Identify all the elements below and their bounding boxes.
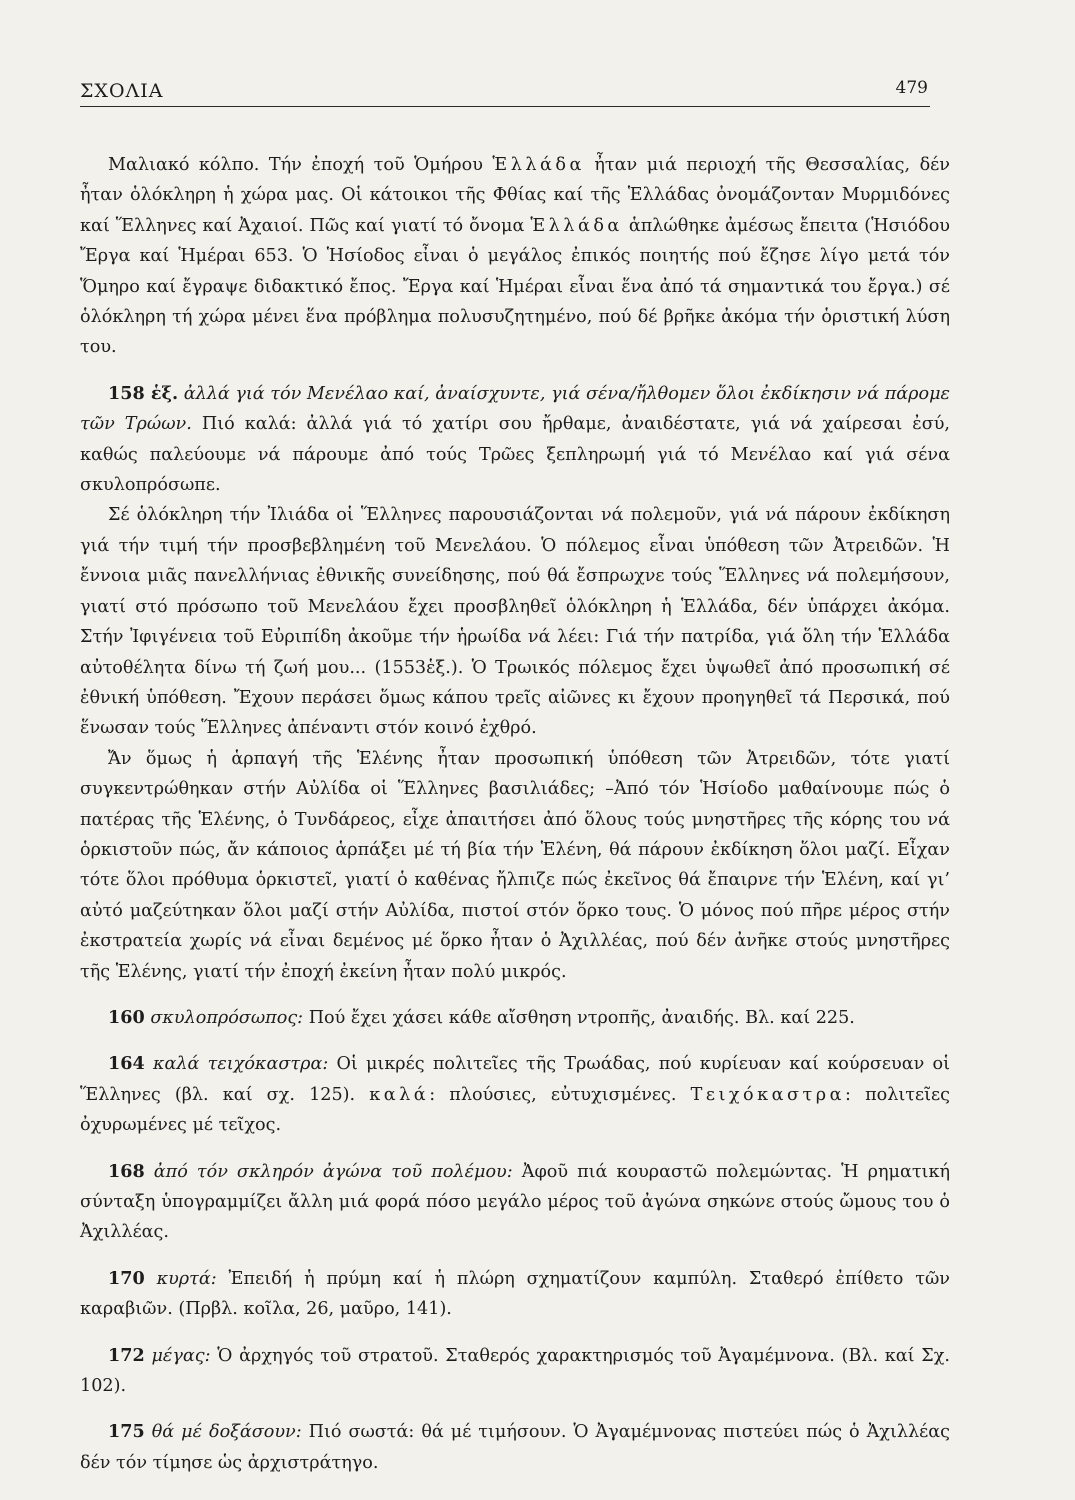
text-run: Ἄν ὅμως ἡ ἁρπαγή τῆς Ἑλένης ἦταν προσωπική ὑπόθεση τῶν Ἀτρειδῶν, τότε γιατί συγκεντρώθηκαν στήν Αὐλίδα οἱ Ἕλληνες βασιλιάδες; –Ἀπό τόν Ἡσίοδο μαθαίνουμε πώς ὁ πατέρας τῆς Ἑλένης, ὁ Τυνδάρεος, εἶχε ἀπαιτήσει ἀπό ὅλους τούς μνηστῆρες τῆς κόρης του νά ὁρκιστοῦν πώς, ἄν κάποιος ἁρπάξει μέ τή βία τήν Ἑλένη, θά πάρουν ἐκδίκηση ὅλοι μαζί. Εἶχαν τότε ὅλοι πρόθυμα ὁρκιστεῖ, γιατί ὁ καθένας ἤλπιζε πώς ἐκεῖνος θά ἔπαιρνε τήν Ἑλένη, καί γι’ αὐτό μαζεύτηκαν ὅλοι μαζί στήν Αὐλίδα, πιστοί στόν ὅρκο τους. Ὁ μόνος πού πῆρε μέρος στήν ἐκστρατεία χωρίς νά εἶναι δεμένος μέ ὅρκο ἦταν ὁ Ἀχιλλέας, πού δέν ἀνῆκε στούς μνηστῆρες τῆς Ἑλένης, γιατί τήν ἐποχή ἐκείνη ἦταν πολύ μικρός.: [80, 748, 950, 982]
lemma-text: ἀπό τόν σκληρόν ἀγώνα τοῦ πολέμου:: [153, 1161, 513, 1182]
commentary-note: [80, 1264, 950, 1325]
commentary-body: [80, 150, 950, 1478]
text-run: Πιό καλά: ἀλλά γιά τό χατίρι σου ἤρθαμε, ἀναιδέστατε, γιά νά χαίρεσαι ἐσύ, καθώς παλεύουμε νά πάρουμε ἀπό τούς Τρῶες ξεπληρωμή γιά τό Μενέλαο καί γιά σένα σκυλοπρόσωπε.: [80, 414, 950, 496]
commentary-note: [80, 1049, 950, 1140]
line-reference: 164: [108, 1053, 145, 1075]
commentary-paragraph: [80, 150, 950, 363]
line-reference: 160: [108, 1006, 145, 1028]
commentary-note: [80, 1341, 950, 1402]
line-reference: 172: [108, 1344, 145, 1366]
text-run: Μαλιακό κόλπο. Τήν ἐποχή τοῦ Ὁμήρου: [108, 155, 493, 175]
text-run: [145, 1054, 153, 1074]
lemma-text: σκυλοπρόσωπος:: [150, 1007, 304, 1028]
lemma-text: καλά τειχόκαστρα:: [152, 1054, 329, 1075]
commentary-paragraph: [80, 744, 950, 987]
commentary-paragraph: [80, 500, 950, 743]
running-head: ΣΧΟΛΙΑ: [80, 80, 164, 102]
spaced-term: Τειχόκαστρα: [690, 1084, 845, 1105]
commentary-note: [80, 1417, 950, 1478]
spaced-term: Ἑλλάδα: [492, 155, 585, 175]
text-run: [145, 1269, 157, 1289]
lemma-text: ἀλλά γιά τόν Μενέλαο καί, ἀναίσχυντε, γιά σένα/ἤλθομεν ὅλοι ἐκδίκησιν νά πάρομε τῶν Τρώων.: [80, 383, 950, 435]
text-run: : πλούσιες, εὐτυχισμένες.: [429, 1084, 691, 1105]
text-run: Ὁ ἀρχηγός τοῦ στρατοῦ. Σταθερός χαρακτηρισμός τοῦ Ἀγαμέμνονα. (Βλ. καί Σχ. 102).: [80, 1345, 950, 1397]
text-run: Σέ ὁλόκληρη τήν Ἰλιάδα οἱ Ἕλληνες παρουσιάζονται νά πολεμοῦν, γιά νά πάρουν ἐκδίκηση γιά τήν τιμή τήν προσβεβλημένη τοῦ Μενελάου. Ὁ πόλεμος εἶναι ὑπόθεση τῶν Ἀτρειδῶν. Ἡ ἔννοια μιᾶς πανελλήνιας ἐθνικῆς συνείδησης, πού θά ἔσπρωχνε τούς Ἕλληνες νά πολεμήσουν, γιατί στό πρόσωπο τοῦ Μενελάου ἔχει προσβληθεῖ ὁλόκληρη ἡ Ἑλλάδα, δέν ὑπάρχει ἀκόμα. Στήν Ἰφιγένεια τοῦ Εὐριπίδη ἀκοῦμε τήν ἡρωίδα νά λέει: Γιά τήν πατρίδα, γιά ὅλη τήν Ἑλλάδα αὐτοθέλητα δίνω τή ζωή μου... (1553ἑξ.). Ὁ Τρωικός πόλεμος ἔχει ὑψωθεῖ ἀπό προσωπική σέ ἐθνική ὑπόθεση. Ἔχουν περάσει ὅμως κάπου τρεῖς αἰῶνες κι ἔχουν προηγηθεῖ τά Περσικά, πού ἕνωσαν τούς Ἕλληνες ἀπέναντι στόν κοινό ἐχθρό.: [80, 505, 950, 739]
text-run: Πιό σωστά: θά μέ τιμήσουν. Ὁ Ἀγαμέμνονας πιστεύει πώς ὁ Ἀχιλλέας δέν τόν τίμησε ὡς ἀρχιστράτηγο.: [80, 1422, 950, 1473]
lemma-text: θά μέ δοξάσουν:: [151, 1422, 302, 1443]
spaced-term: καλά: [369, 1084, 430, 1105]
text-run: Οἱ μικρές πολιτεῖες τῆς Τρωάδας, πού κυρίευαν καί κούρσευαν οἱ Ἕλληνες (βλ. καί σχ. 125).: [80, 1054, 951, 1105]
line-reference: 168: [108, 1160, 145, 1182]
page-header: [80, 72, 930, 107]
commentary-note: [80, 379, 950, 501]
lemma-text: μέγας:: [151, 1345, 211, 1366]
text-run: Πού ἔχει χάσει κάθε αἴσθηση ντροπῆς, ἀναιδής. Βλ. καί 225.: [303, 1007, 855, 1028]
text-run: [145, 1422, 152, 1442]
text-run: : πολιτεῖες ὀχυρωμένες μέ τεῖχος.: [80, 1084, 950, 1136]
commentary-note: [80, 1157, 950, 1248]
lemma-text: κυρτά:: [156, 1268, 217, 1289]
commentary-note: [80, 1003, 950, 1033]
text-run: Ἐπειδή ἡ πρύμη καί ἡ πλώρη σχηματίζουν καμπύλη. Σταθερό ἐπίθετο τῶν καραβιῶν. (Πρβλ. κοῖλα, 26, μαῦρο, 141).: [80, 1268, 950, 1320]
line-reference: 175: [108, 1421, 145, 1443]
spaced-term: Ἑλλάδα: [530, 215, 623, 236]
text-run: Ἀφοῦ πιά κουραστῶ πολεμώντας. Ἡ ρηματική σύνταξη ὑπογραμμίζει ἄλλη μιά φορά πόσο μεγάλο μέρος τοῦ ἀγώνα σηκώνε στούς ὤμους του ὁ Ἀχιλλέας.: [80, 1161, 950, 1243]
text-run: [145, 1162, 154, 1182]
text-run: ἁπλώθηκε ἀμέσως ἔπειτα (Ἡσιόδου Ἔργα καί Ἡμέραι 653. Ὁ Ἡσίοδος εἶναι ὁ μεγάλος ἐπικός ποιητής πού ἔζησε λίγο μετά τόν Ὅμηρο καί ἔγραψε διδακτικό ἔπος. Ἔργα καί Ἡμέραι εἶναι ἕνα ἀπό τά σημαντικά του ἔργα.) σέ ὁλόκληρη τή χώρα μένει ἕνα πρόβλημα πολυσυζητημένο, πού δέ βρῆκε ἀκόμα τήν ὁριστική λύση του.: [80, 215, 951, 358]
line-reference: 158 ἑξ.: [108, 382, 179, 404]
page-number: 479: [895, 78, 928, 98]
line-reference: 170: [108, 1267, 145, 1289]
text-run: ἦταν μιά περιοχή τῆς Θεσσαλίας, δέν ἦταν ὁλόκληρη ἡ χώρα μας. Οἱ κάτοικοι τῆς Φθίας καί τῆς Ἑλλάδας ὀνομάζονταν Μυρμιδόνες καί Ἕλληνες καί Ἀχαιοί. Πῶς καί γιατί τό ὄνομα: [80, 155, 950, 236]
